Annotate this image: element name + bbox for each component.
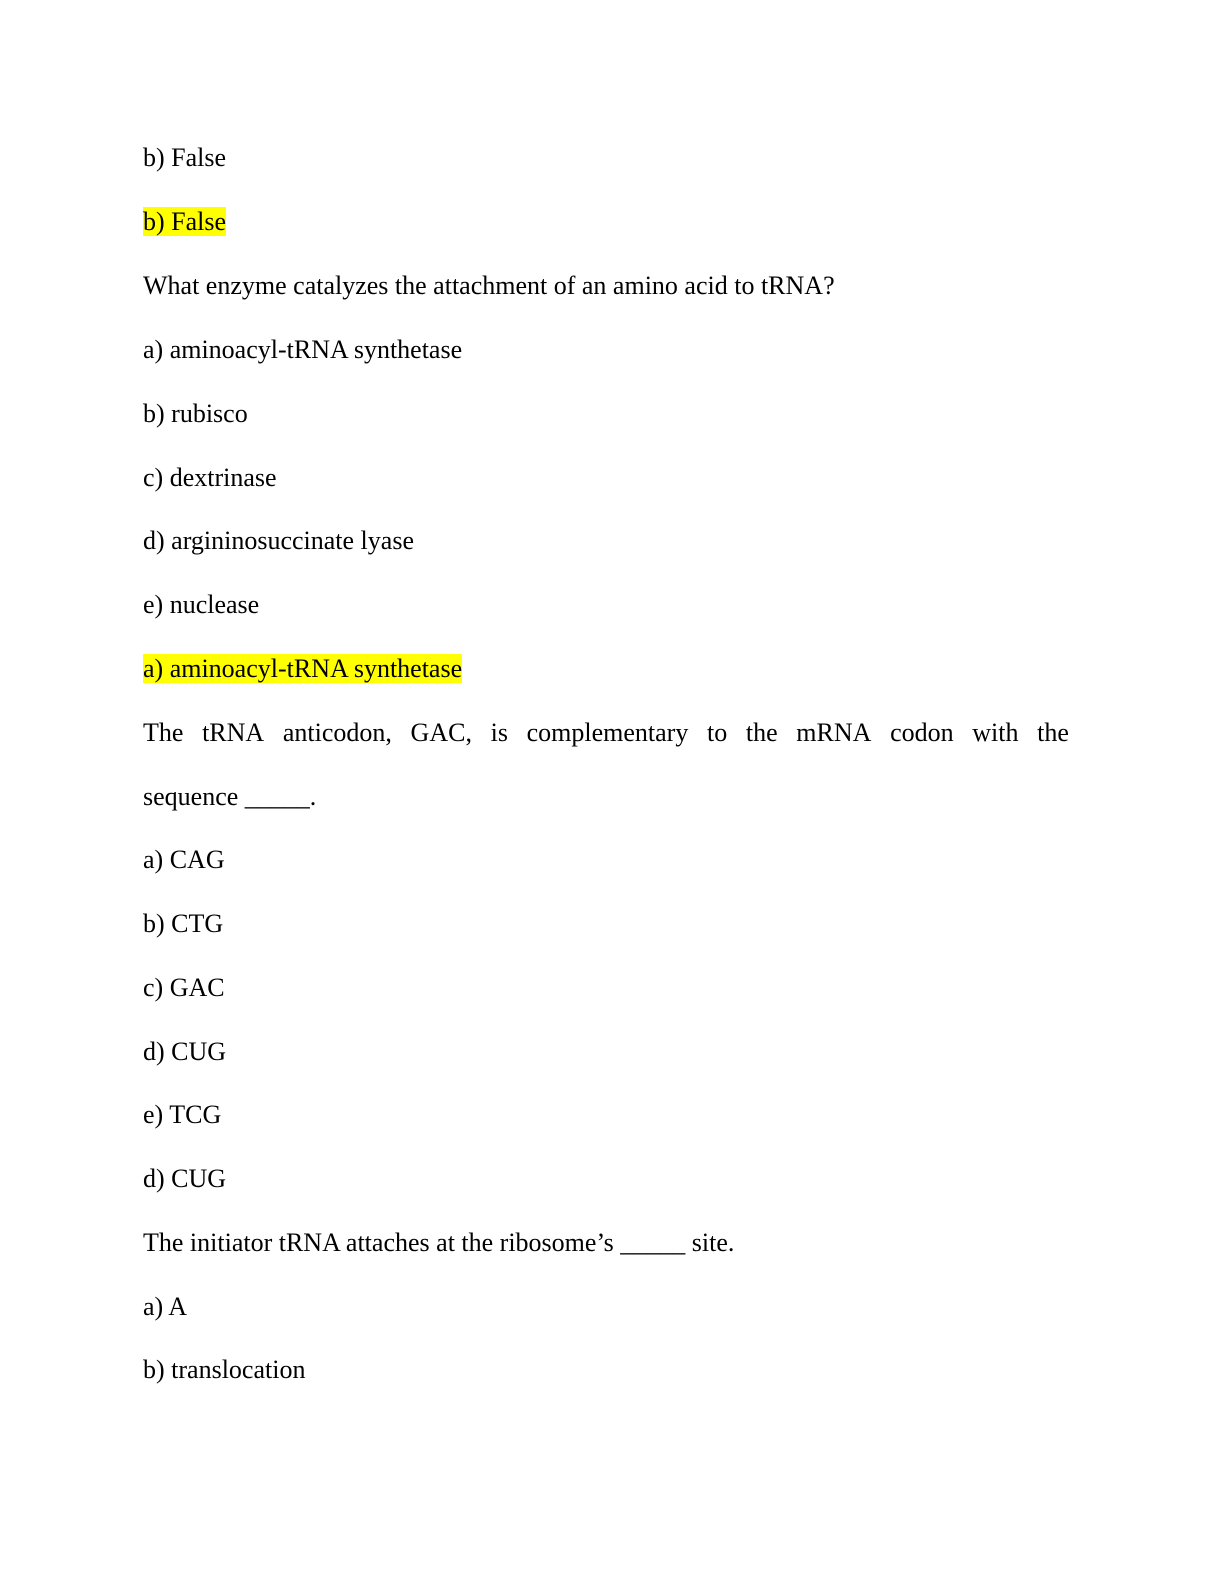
line-text: c) GAC — [143, 973, 225, 1002]
answer-option — [143, 844, 225, 876]
line-text: d) CUG — [143, 1164, 227, 1193]
line-text: b) rubisco — [143, 399, 248, 428]
answer-option — [143, 972, 225, 1004]
word: GAC, — [410, 718, 472, 747]
word: the — [1037, 718, 1069, 747]
highlighted-answer: a) aminoacyl-tRNA synthetase — [143, 654, 463, 683]
line-text: What enzyme catalyzes the attachment of an amino acid to tRNA? — [143, 271, 835, 300]
answer-option — [143, 334, 462, 366]
line-text: d) argininosuccinate lyase — [143, 526, 414, 555]
word: tRNA — [202, 718, 265, 747]
line-text: The initiator tRNA attaches at the ribosome’s _____ site. — [143, 1228, 735, 1257]
answer-option — [143, 525, 414, 557]
line-text: a) CAG — [143, 845, 225, 874]
line-text: sequence _____. — [143, 782, 317, 811]
line-text: b) translocation — [143, 1355, 306, 1384]
word: is — [490, 718, 508, 747]
line-text: e) nuclease — [143, 590, 260, 619]
line-text: a) A — [143, 1292, 188, 1321]
line-text: a) aminoacyl-tRNA synthetase — [143, 335, 463, 364]
question-text — [143, 717, 1069, 749]
word: complementary — [526, 718, 689, 747]
answer-option — [143, 142, 226, 174]
line-text: b) False — [143, 143, 227, 172]
answer-option — [143, 462, 277, 494]
question-text — [143, 270, 835, 302]
answer-option — [143, 1354, 305, 1386]
line-text: e) TCG — [143, 1100, 222, 1129]
highlighted-answer: b) False — [143, 207, 227, 236]
answer-option — [143, 1099, 221, 1131]
answer-key — [143, 206, 226, 238]
question-text — [143, 1227, 734, 1259]
word: mRNA — [796, 718, 872, 747]
answer-option — [143, 398, 248, 430]
line-text: d) CUG — [143, 1037, 227, 1066]
answer-option — [143, 1291, 187, 1323]
word: codon — [890, 718, 954, 747]
word: anticodon, — [282, 718, 392, 747]
word: The — [143, 718, 184, 747]
word: to — [706, 718, 728, 747]
line-text: c) dextrinase — [143, 463, 277, 492]
word: with — [972, 718, 1019, 747]
answer-option — [143, 908, 223, 940]
answer-option — [143, 589, 259, 621]
answer-key — [143, 1163, 226, 1195]
question-text — [143, 781, 316, 813]
word: the — [745, 718, 778, 747]
line-text: b) CTG — [143, 909, 224, 938]
answer-key — [143, 653, 462, 685]
answer-option — [143, 1036, 226, 1068]
